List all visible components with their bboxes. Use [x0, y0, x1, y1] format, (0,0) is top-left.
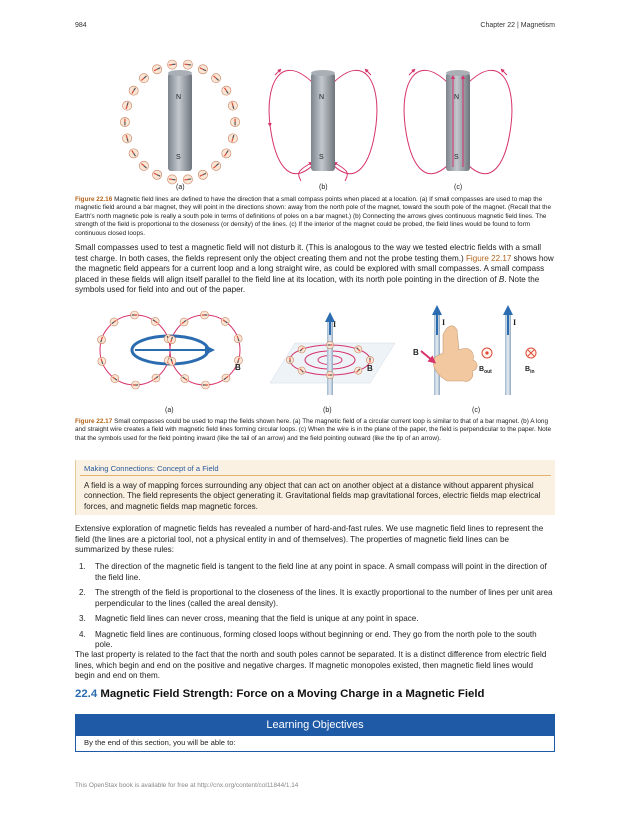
compass-icon [326, 341, 333, 348]
paragraph-1-text-c: . Note the symbols used for field into and out of the paper. [75, 274, 540, 294]
compass-icon [153, 65, 162, 74]
making-connections-box [75, 460, 555, 515]
figure-22-17 [75, 305, 555, 415]
field-label-b-c: B [413, 348, 419, 357]
caption-text-2: Small compasses could be used to map the fields shown here. (a) The magnetic field of a circular current loop is similar to that of a bar magnet. (b) A long and straight wire creates a field with magnetic field lines forming circular loops. (c) When the wire is in the plane of the paper, the field is perpendicular to the paper. Note that the symbols used for the field pointing inward (like the tail of an arrow) and the field pointing outward (like the tip of an arrow). [75, 418, 551, 442]
section-heading [75, 688, 555, 700]
rule-number-1: 1. [79, 562, 86, 571]
compass-icon [201, 311, 209, 319]
page-number: 984 [75, 22, 87, 29]
compass-icon [110, 318, 118, 326]
wire-out-of-page [505, 310, 511, 395]
compass-icon [152, 374, 160, 382]
figure-2-label-b: (b) [323, 407, 332, 414]
compass-icon [168, 357, 176, 365]
b-out-symbol [482, 348, 492, 358]
compass-icon [131, 311, 139, 319]
caption-text-1: Magnetic field lines are defined to have the direction that a small compass points when placed at a location. (a) If small compasses are used to map the magnetic field around a bar magnet, they will point in the directions shown: away from the north pole of the magnet, toward the south pole of the magnet. (Recall that the Earth's north magnetic pole is really a south pole in terms of definitions of poles on a bar magnet.) (b) Connecting the arrows gives continuous magnetic field lines. The strength of the field is proportional to the closeness (or density) of the lines. (c) If the interior of the magnet could be probed, the field lines would be found to form continuous closed loops. [75, 196, 552, 237]
compass-icon [222, 149, 231, 158]
rule-number-3: 3. [79, 614, 86, 623]
compass-icon [139, 161, 148, 170]
section-number: 22.4 [75, 688, 98, 700]
xref-figure-22-17[interactable]: Figure 22.17 [465, 253, 512, 263]
compass-icon [326, 371, 333, 378]
rule-text-1: The direction of the magnetic field is tangent to the field line at any point in space. A small compass will point in the direction of the field line. [95, 562, 547, 582]
paragraph-monopoles: The last property is related to the fact that the north and south poles cannot be separated. It is a distinct difference from electric field lines, which begin and end on the positive and negative charges. If magnetic monopoles existed, then magnetic field lines would begin and end on them. [75, 650, 547, 680]
compass-icon [298, 346, 305, 353]
caption-ref-2: Figure 22.17 [75, 418, 113, 425]
field-label-b-a: B [235, 363, 241, 372]
compass-icon [98, 357, 106, 365]
caption-ref-1: Figure 22.16 [75, 196, 113, 203]
compass-icon [366, 356, 373, 363]
compass-icon [211, 74, 220, 83]
current-loop-a [100, 315, 240, 385]
learning-objectives-intro: By the end of this section, you will be able to: [75, 736, 555, 752]
compass-icon [168, 175, 177, 184]
pole-label-s-c: S [454, 154, 459, 161]
rule-number-4: 4. [79, 629, 86, 639]
compass-icon [139, 74, 148, 83]
section-title: Magnetic Field Strength: Force on a Moving Charge in a Magnetic Field [97, 688, 485, 700]
figure-2-label-c: (c) [472, 407, 481, 414]
learning-objectives-title: Learning Objectives [75, 714, 555, 736]
figure-22-17-caption [75, 418, 555, 443]
figure-1-label-c: (c) [454, 184, 463, 191]
compass-icon [222, 86, 231, 95]
field-label-b-b: B [367, 364, 373, 373]
compass-icon [228, 134, 237, 143]
b-in-label: $B_{in}$ [525, 366, 535, 375]
compass-icon [181, 375, 189, 383]
compass-icon [183, 175, 192, 184]
making-connections-divider [80, 475, 551, 476]
pole-label-n-c: N [454, 94, 460, 101]
compass-icon [123, 134, 132, 143]
paragraph-1-text-b: shows how the magnetic field appears for a current loop and a long straight wire, as could be explored with small compasses. A small compass placed in these fields will align itself parallel to the field line at its location, with its north pole pointing in the direction of [75, 253, 554, 284]
compass-icon [183, 60, 192, 69]
figure-22-16-caption [75, 196, 555, 238]
figure-2-label-a: (a) [165, 407, 174, 414]
figure-1-label-b: (b) [319, 184, 328, 191]
paragraph-field-rules-intro: Extensive exploration of magnetic fields has revealed a number of hard-and-fast rules. We use magnetic field lines to represent the field (the lines are a pictorial tool, not a physical entity in and of themselves). The properties of magnetic field lines can be summarized by these rules: [75, 524, 544, 554]
compass-icon [151, 317, 159, 325]
figure-22-16 [75, 55, 555, 195]
rule-text-3: Magnetic field lines can never cross, meaning that the field is unique at any point in space. [95, 614, 419, 623]
compass-icon [355, 367, 362, 374]
rule-number-2: 2. [79, 588, 86, 597]
compass-icon [180, 318, 188, 326]
compass-icon [153, 170, 162, 179]
pole-label-n-a: N [176, 94, 182, 101]
compass-icon [129, 86, 138, 95]
compass-icon [198, 170, 207, 179]
compass-icon [286, 356, 293, 363]
rule-text-4: Magnetic field lines are continuous, forming closed loops without beginning or end. They go from the north pole to the south pole. [95, 629, 537, 649]
rule-item-3 [75, 614, 555, 625]
figure-22-17-svg [75, 305, 555, 415]
compass-icon [98, 336, 106, 344]
making-connections-body: A field is a way of mapping forces surrounding any object that can act on another object at a distance without apparent physical connection. The field represents the object generating it. Gravitational fields map gravitational forces, electric fields map electrical forces, and magnetic fields map magnetic forces. [84, 481, 541, 511]
page-footer: This OpenStax book is available for free at http://cnx.org/content/col11844/1.14 [75, 782, 299, 789]
compass-icon [221, 317, 229, 325]
compass-icon [131, 381, 139, 389]
compass-icon [198, 65, 207, 74]
current-label-i-c1: I [442, 318, 446, 327]
compass-icon [298, 367, 305, 374]
compass-icon [234, 335, 242, 343]
compass-icon [201, 381, 209, 389]
compass-icon [228, 101, 237, 110]
compass-icon [231, 117, 240, 126]
making-connections-title: Making Connections: Concept of a Field [84, 464, 219, 473]
paragraph-compass-intro [75, 243, 555, 296]
compass-icon [123, 101, 132, 110]
compass-icon [168, 336, 176, 344]
compass-icon [120, 117, 129, 126]
figure-1-label-a: (a) [176, 184, 185, 191]
pole-label-n-b: N [319, 94, 325, 101]
paragraph-1-italic-b: B [498, 274, 505, 284]
rule-item-4 [75, 630, 555, 651]
pole-label-s-b: S [319, 154, 324, 161]
chapter-title: Chapter 22 | Magnetism [480, 22, 555, 29]
right-hand-rule-c [421, 310, 477, 395]
b-in-symbol [526, 348, 536, 358]
rule-item-2 [75, 588, 555, 609]
paragraph-1-text-a: Small compasses used to test a magnetic field will not disturb it. (This is analogous to the way we tested electric fields with a small test charge. In both cases, the fields represent only the object creating them and not the probe testing them.) [75, 243, 542, 263]
pole-label-s-a: S [176, 154, 181, 161]
current-label-i-c2: I [513, 318, 517, 327]
field-line-rules-list [75, 562, 555, 656]
compass-icon [211, 161, 220, 170]
rule-text-2: The strength of the field is proportional to the closeness of the lines. It is exactly proportional to the number of lines per unit area perpendicular to the lines (called the areal density). [95, 588, 553, 608]
compass-icon [222, 374, 230, 382]
compass-icon [129, 149, 138, 158]
b-out-label: $B_{out}$ [479, 366, 492, 375]
compass-icon [355, 346, 362, 353]
current-label-i-b: I [333, 320, 337, 329]
figure-22-16-svg [75, 55, 555, 195]
compass-icon [168, 60, 177, 69]
rule-item-1 [75, 562, 555, 583]
compass-icon [111, 375, 119, 383]
